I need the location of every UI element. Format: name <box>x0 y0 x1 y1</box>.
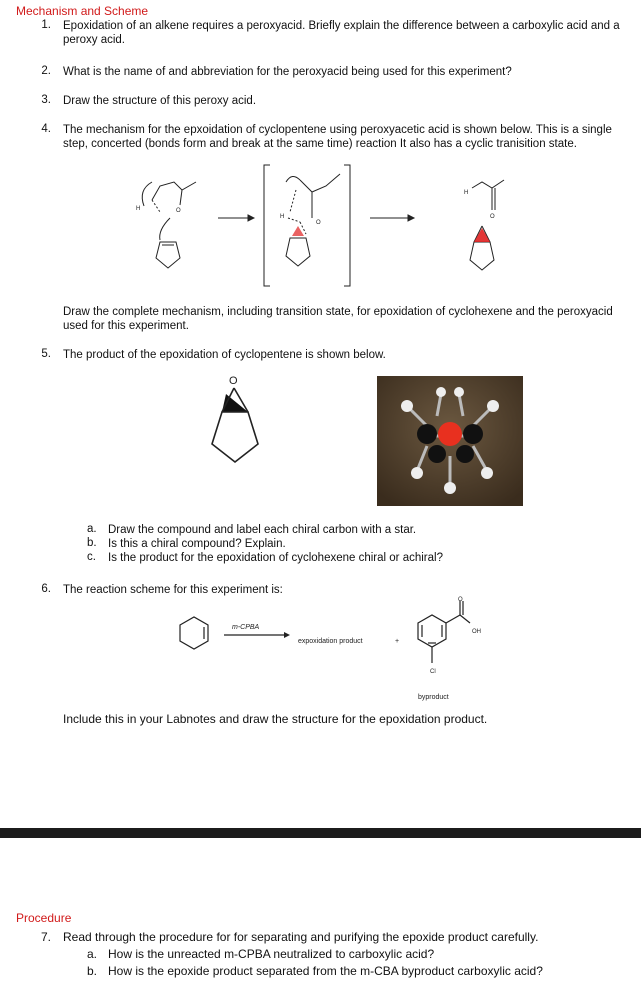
question-4-text: The mechanism for the epxoidation of cyclopentene using peroxyacetic acid is shown below. This is a single step, concerted (bonds form and break at the same time) reaction It also has a cyclic tranisition state. <box>63 124 612 150</box>
q5-sub-b-letter: b. <box>87 537 97 549</box>
section-heading-procedure: Procedure <box>16 911 72 925</box>
scheme-oh-label: OH <box>472 629 481 635</box>
question-2-number: 2. <box>41 65 51 77</box>
scheme-reagent-label: m-CPBA <box>232 624 260 631</box>
epoxidation-mechanism-diagram <box>130 160 510 290</box>
question-3-number: 3. <box>41 94 51 106</box>
molecular-model-photo <box>377 376 523 506</box>
question-6-text: The reaction scheme for this experiment is: <box>63 584 283 596</box>
mech-o-label-2: O <box>316 220 321 226</box>
question-5-text: The product of the epoxidation of cyclopentene is shown below. <box>63 349 386 361</box>
q7-sub-a-letter: a. <box>87 947 98 961</box>
mech-h-label-3: H <box>464 190 469 196</box>
mech-h-label-1: H <box>136 206 141 212</box>
section-heading-mechanism: Mechanism and Scheme <box>16 4 149 18</box>
page-divider <box>0 828 641 838</box>
epoxide-o-label: O <box>229 375 238 387</box>
reaction-scheme <box>160 595 540 705</box>
q7-sub-b-text: How is the epoxide product separated from the m-CBA byproduct carboxylic acid? <box>108 964 543 978</box>
scheme-byproduct-label: byproduct <box>418 694 449 701</box>
scheme-product-label: expoxidation product <box>298 638 363 645</box>
mech-o-label-3: O <box>490 214 495 220</box>
question-5-number: 5. <box>41 348 51 360</box>
q5-sub-c-letter: c. <box>87 551 96 563</box>
question-1-number: 1. <box>41 19 51 31</box>
scheme-o-label: O <box>458 597 463 603</box>
question-2-text: What is the name of and abbreviation for the peroxyacid being used for this experiment? <box>63 66 512 78</box>
q7-sub-b-letter: b. <box>87 964 98 978</box>
q5-sub-b-text: Is this a chiral compound? Explain. <box>108 538 286 550</box>
mech-o-label-1: O <box>176 208 181 214</box>
q5-sub-a-letter: a. <box>87 523 97 535</box>
question-4-followup: Draw the complete mechanism, including transition state, for epoxidation of cyclohexene and the peroxyacid used for this experiment. <box>63 306 613 332</box>
question-6-note: Include this in your Labnotes and draw the structure for the epoxidation product. <box>63 712 488 726</box>
scheme-cl-label: Cl <box>430 669 436 675</box>
question-7-number: 7. <box>40 930 51 944</box>
question-7-text: Read through the procedure for for separating and purifying the epoxide product carefully. <box>63 930 539 944</box>
cyclopentene-oxide-structure <box>196 372 276 482</box>
scheme-plus: + <box>395 638 400 645</box>
question-6-number: 6. <box>41 583 51 595</box>
question-1-text: Epoxidation of an alkene requires a peroxyacid. Briefly explain the difference between a carboxylic acid and a peroxy acid. <box>63 20 620 46</box>
question-3-text: Draw the structure of this peroxy acid. <box>63 95 257 107</box>
mech-h-label-2: H <box>280 214 285 220</box>
q5-sub-c-text: Is the product for the epoxidation of cyclohexene chiral or achiral? <box>108 552 443 564</box>
question-4-number: 4. <box>41 123 51 135</box>
q5-sub-a-text: Draw the compound and label each chiral carbon with a star. <box>108 524 417 536</box>
q7-sub-a-text: How is the unreacted m-CPBA neutralized to carboxylic acid? <box>108 947 435 961</box>
